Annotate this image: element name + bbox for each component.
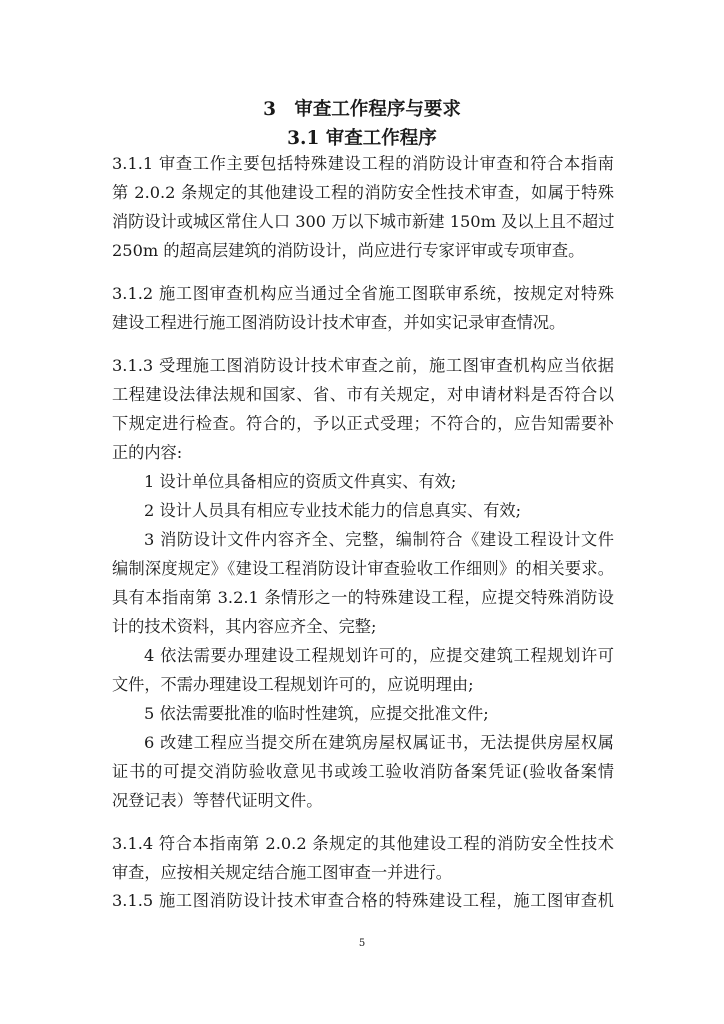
section-heading: 3.1 审查工作程序 <box>287 128 437 149</box>
paragraph-line: 正的内容: <box>112 443 183 462</box>
list-item: 1 设计单位具备相应的资质文件真实、有效; <box>144 472 457 491</box>
paragraph-line: 证书的可提交消防验收意见书或竣工验收消防备案凭证(验收备案情 <box>112 762 614 781</box>
paragraph-line: 况登记表）等替代证明文件。 <box>112 791 323 810</box>
page-number: 5 <box>358 938 366 949</box>
list-item: 2 设计人员具有相应专业技术能力的信息真实、有效; <box>144 501 522 520</box>
paragraph-line: 3.1.2 施工图审查机构应当通过全省施工图联审系统，按规定对特殊 <box>112 284 614 303</box>
chapter-heading: 3 审查工作程序与要求 <box>263 99 461 120</box>
list-item: 6 改建工程应当提交所在建筑房屋权属证书，无法提供房屋权属 <box>144 733 614 752</box>
paragraph-line: 3.1.3 受理施工图消防设计技术审查之前，施工图审查机构应当依据 <box>112 356 614 375</box>
list-item: 4 依法需要办理建设工程规划许可的，应提交建筑工程规划许可 <box>144 646 614 665</box>
paragraph-line: 建设工程进行施工图消防设计技术审查，并如实记录审查情况。 <box>112 313 566 332</box>
paragraph-line: 第 2.0.2 条规定的其他建设工程的消防安全性技术审查，如属于特殊 <box>112 183 614 202</box>
paragraph-line: 3.1.4 符合本指南第 2.0.2 条规定的其他建设工程的消防安全性技术 <box>112 834 614 853</box>
paragraph-line: 具有本指南第 3.2.1 条情形之一的特殊建设工程，应提交特殊消防设 <box>112 588 614 607</box>
paragraph-line: 文件，不需办理建设工程规划许可的，应说明理由; <box>112 675 474 694</box>
paragraph-line: 消防设计或城区常住人口 300 万以下城市新建 150m 及以上且不超过 <box>112 212 614 231</box>
paragraph-line: 审查，应按相关规定结合施工图审查一并进行。 <box>112 863 452 882</box>
paragraph-line: 计的技术资料，其内容应齐全、完整; <box>112 617 377 636</box>
list-item: 5 依法需要批准的临时性建筑，应提交批准文件; <box>144 704 489 723</box>
paragraph-line: 下规定进行检查。符合的，予以正式受理；不符合的，应告知需要补 <box>112 414 614 433</box>
paragraph-line: 3.1.5 施工图消防设计技术审查合格的特殊建设工程，施工图审查机 <box>112 891 614 910</box>
paragraph-line: 250m 的超高层建筑的消防设计，尚应进行专家评审或专项审查。 <box>112 241 585 260</box>
paragraph-line: 工程建设法律法规和国家、省、市有关规定，对申请材料是否符合以 <box>112 385 614 404</box>
paragraph-line: 3.1.1 审查工作主要包括特殊建设工程的消防设计审查和符合本指南 <box>112 154 614 173</box>
paragraph-line: 编制深度规定》《建设工程消防设计审查验收工作细则》的相关要求。 <box>112 559 614 578</box>
list-item: 3 消防设计文件内容齐全、完整，编制符合《建设工程设计文件 <box>144 530 614 549</box>
